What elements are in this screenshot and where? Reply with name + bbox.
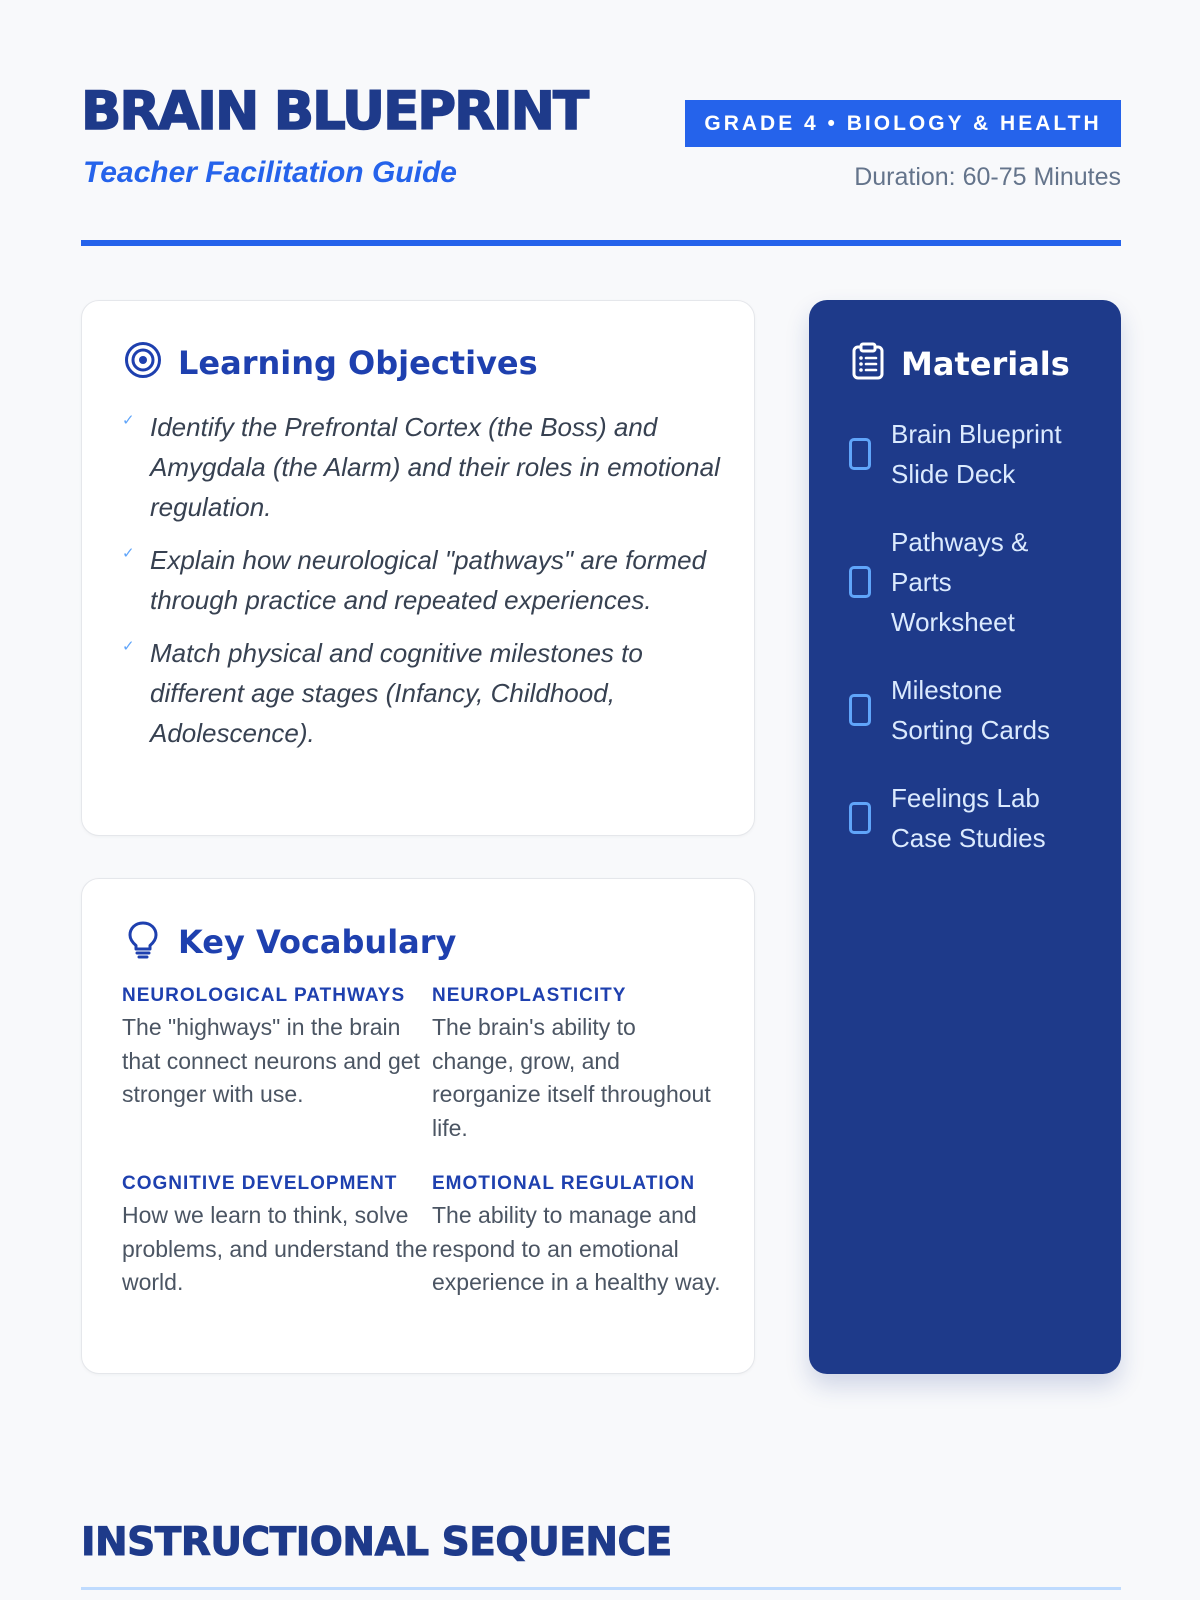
material-label: Milestone Sorting Cards xyxy=(891,675,1050,745)
materials-panel xyxy=(809,300,1121,1374)
vocab-entry xyxy=(432,1173,722,1300)
clipboard-icon xyxy=(851,342,885,385)
check-icon: ✓ xyxy=(122,545,135,562)
material-item[interactable] xyxy=(849,414,1099,494)
section-divider xyxy=(81,1587,1121,1590)
objective-text: Match physical and cognitive milestones to different age stages (Infancy, Childhood, Adolescence). xyxy=(150,638,643,748)
vocab-definition: The brain's ability to change, grow, and reorganize itself throughout life. xyxy=(432,1014,711,1141)
instructional-sequence-title: INSTRUCTIONAL SEQUENCE xyxy=(81,1520,672,1565)
material-item[interactable] xyxy=(849,522,1099,642)
key-vocabulary-card xyxy=(81,878,755,1374)
key-vocabulary-header xyxy=(124,919,456,964)
materials-list xyxy=(849,414,1099,886)
grade-badge: GRADE 4 • BIOLOGY & HEALTH xyxy=(685,100,1121,147)
objective-item xyxy=(122,633,722,753)
objective-item xyxy=(122,540,722,620)
duration-label: Duration: 60-75 Minutes xyxy=(854,163,1121,191)
target-icon xyxy=(124,341,162,384)
vocab-definition: The ability to manage and respond to an emotional experience in a healthy way. xyxy=(432,1202,721,1295)
lesson-guide-page xyxy=(81,0,1121,1600)
material-label: Brain Blueprint Slide Deck xyxy=(891,419,1062,489)
material-item[interactable] xyxy=(849,778,1099,858)
page-title: BRAIN BLUEPRINT xyxy=(81,81,588,142)
checkbox[interactable] xyxy=(849,566,871,598)
check-icon: ✓ xyxy=(122,638,135,655)
vocab-entry xyxy=(122,1173,432,1300)
vocab-definition: The "highways" in the brain that connect neurons and get stronger with use. xyxy=(122,1014,420,1107)
learning-objectives-card xyxy=(81,300,755,836)
checkbox[interactable] xyxy=(849,438,871,470)
learning-objectives-title: Learning Objectives xyxy=(178,343,538,382)
materials-title: Materials xyxy=(901,344,1070,383)
page-subtitle: Teacher Facilitation Guide xyxy=(83,156,457,189)
vocab-term: EMOTIONAL REGULATION xyxy=(432,1173,696,1194)
vocab-term: NEUROLOGICAL PATHWAYS xyxy=(122,985,406,1006)
vocab-entry xyxy=(432,985,722,1145)
lightbulb-icon xyxy=(124,919,162,964)
checkbox[interactable] xyxy=(849,802,871,834)
header-divider xyxy=(81,240,1121,246)
learning-objectives-header xyxy=(124,341,538,384)
objectives-list xyxy=(122,407,722,766)
check-icon: ✓ xyxy=(122,412,135,429)
material-label: Feelings Lab Case Studies xyxy=(891,783,1046,853)
checkbox[interactable] xyxy=(849,694,871,726)
vocabulary-grid xyxy=(122,985,722,1300)
objective-text: Identify the Prefrontal Cortex (the Boss) and Amygdala (the Alarm) and their roles in emotional regulation. xyxy=(150,412,720,522)
vocab-term: COGNITIVE DEVELOPMENT xyxy=(122,1173,398,1194)
vocab-definition: How we learn to think, solve problems, and understand the world. xyxy=(122,1202,428,1295)
material-label: Pathways & Parts Worksheet xyxy=(891,527,1029,637)
vocab-entry xyxy=(122,985,432,1145)
vocab-term: NEUROPLASTICITY xyxy=(432,985,627,1006)
objective-item xyxy=(122,407,722,527)
material-item[interactable] xyxy=(849,670,1099,750)
key-vocabulary-title: Key Vocabulary xyxy=(178,922,457,961)
objective-text: Explain how neurological "pathways" are formed through practice and repeated experiences. xyxy=(150,545,707,615)
materials-header xyxy=(851,342,1070,385)
